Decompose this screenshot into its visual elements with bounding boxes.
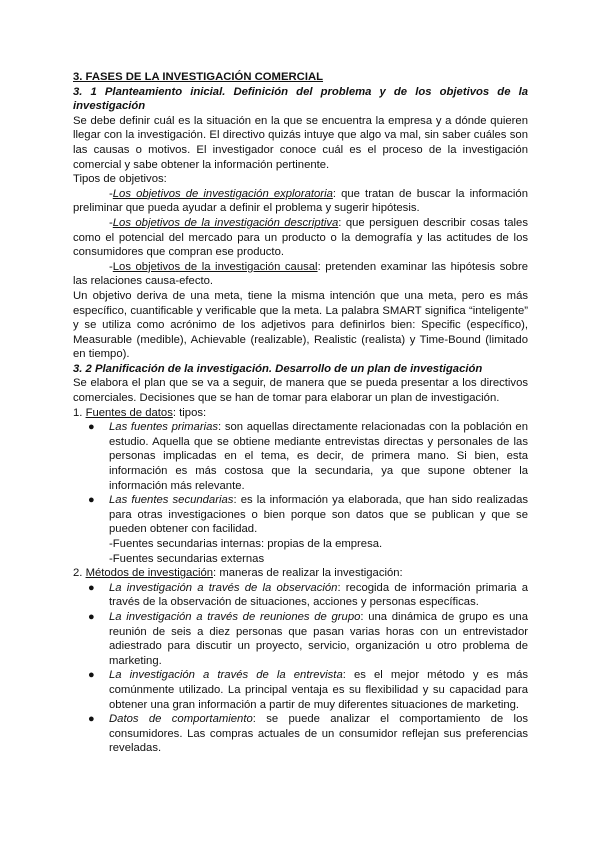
objective-term: Los objetivos de investigación exploratoria bbox=[112, 187, 333, 200]
list-item: ● La investigación a través de reuniones de grupo: una dinámica de grupo es una reunión de seis a diez personas que pasan varias horas con un entrevistador adiestrado para discutir un proyecto, servicio, organización u otro problema de marketing. bbox=[88, 610, 528, 667]
subsection-heading-3-1: 3. 1 Planteamiento inicial. Definición del problema y de los objetivos de la investigación bbox=[73, 85, 528, 113]
metodos-label: Métodos de investigación bbox=[85, 567, 214, 580]
objective-item: -Los objetivos de investigación exploratoria: que tratan de buscar la información preliminar que pueda ayudar a definir el problema y sugerir hipótesis. bbox=[73, 187, 528, 215]
bullet-icon: ● bbox=[88, 669, 95, 682]
fuentes-heading: 1. Fuentes de datos: tipos: bbox=[73, 406, 207, 419]
section-title: 3. FASES DE LA INVESTIGACIÓN COMERCIAL bbox=[73, 71, 324, 83]
bullet-icon: ● bbox=[88, 610, 95, 623]
paragraph-situacion: Se debe definir cuál es la situación en la que se encuentra la empresa y a dónde quieren llegar con la investigación. El directivo quizás intuye que algo va mal, sin saber cuáles son las causas o motivos. El investigador conoce cuál es el proceso de la investigación comercial y sabe obtener la información pertinente. bbox=[73, 114, 528, 171]
fuentes-sub-line: -Fuentes secundarias internas: propias de la empresa. bbox=[109, 538, 383, 550]
metodos-heading: 2. Métodos de investigación: maneras de realizar la investigación: bbox=[73, 567, 403, 580]
list-item: ● Datos de comportamiento: se puede analizar el comportamiento de los consumidores. Las compras actuales de un consumidor reflejan sus preferencias reveladas. bbox=[88, 713, 528, 755]
document-content bbox=[73, 70, 528, 756]
list-item: ● Las fuentes secundarias: es la información ya elaborada, que han sido realizadas para otras investigaciones o bien porque son datos que se publican y que se pueden obtener con facilidad. bbox=[88, 494, 528, 536]
bullet-icon: ● bbox=[88, 494, 95, 507]
list-item: ● Las fuentes primarias: son aquellas directamente relacionadas con la población en estudio. Aquella que se obtiene mediante entrevistas directas y personales de las personas implicadas en el tema, es decir, de primera mano. Si bien, esta información es más costosa que la secundaria, ya que supone obtener la información más relevante. bbox=[88, 421, 528, 492]
bullet-icon: ● bbox=[88, 421, 95, 434]
fuentes-list bbox=[73, 420, 528, 537]
fuentes-sub-line: -Fuentes secundarias externas bbox=[109, 552, 265, 565]
objective-item: -Los objetivos de la investigación descriptiva: que persiguen describir cosas tales como el potencial del mercado para un producto o la demografía y las actitudes de los consumidores que compran ese producto. bbox=[73, 216, 528, 259]
list-item: ● La investigación a través de la entrevista: es el mejor método y es más comúnmente utilizado. La principal ventaja es su flexibilidad y su capacidad para obtener una gran información a partir de muy diferentes situaciones de marketing. bbox=[88, 669, 528, 711]
objective-term: Los objetivos de la investigación descriptiva bbox=[112, 216, 339, 229]
paragraph-plan: Se elabora el plan que se va a seguir, de manera que se pueda presentar a los directivos comerciales. Decisiones que se han de tomar para elaborar un plan de investigación. bbox=[73, 377, 528, 405]
paragraph-smart: Un objetivo deriva de una meta, tiene la misma intención que una meta, pero es más específico, cuantificable y verificable que la meta. La palabra SMART significa “inteligente” y se utiliza como acrónimo de los adjetivos para definirlos bien: Specific (específico), Measurable (medible), Achievable (realizable), Realistic (realista) y Time-Bound (limitado en tiempo). bbox=[73, 289, 528, 361]
objective-item: -Los objetivos de la investigación causal: pretenden examinar las hipótesis sobre las relaciones causa-efecto. bbox=[73, 260, 528, 288]
bullet-icon: ● bbox=[88, 713, 95, 726]
objective-term: Los objetivos de la investigación causal bbox=[112, 260, 318, 273]
metodos-list bbox=[73, 581, 528, 756]
subsection-heading-3-2: 3. 2 Planificación de la investigación. Desarrollo de un plan de investigación bbox=[73, 362, 483, 375]
fuentes-label: Fuentes de datos bbox=[85, 406, 173, 419]
tipos-objetivos-label: Tipos de objetivos: bbox=[73, 173, 167, 186]
bullet-icon: ● bbox=[88, 581, 95, 594]
list-item: ● La investigación a través de la observación: recogida de información primaria a través de la observación de situaciones, acciones y personas específicas. bbox=[88, 581, 528, 609]
